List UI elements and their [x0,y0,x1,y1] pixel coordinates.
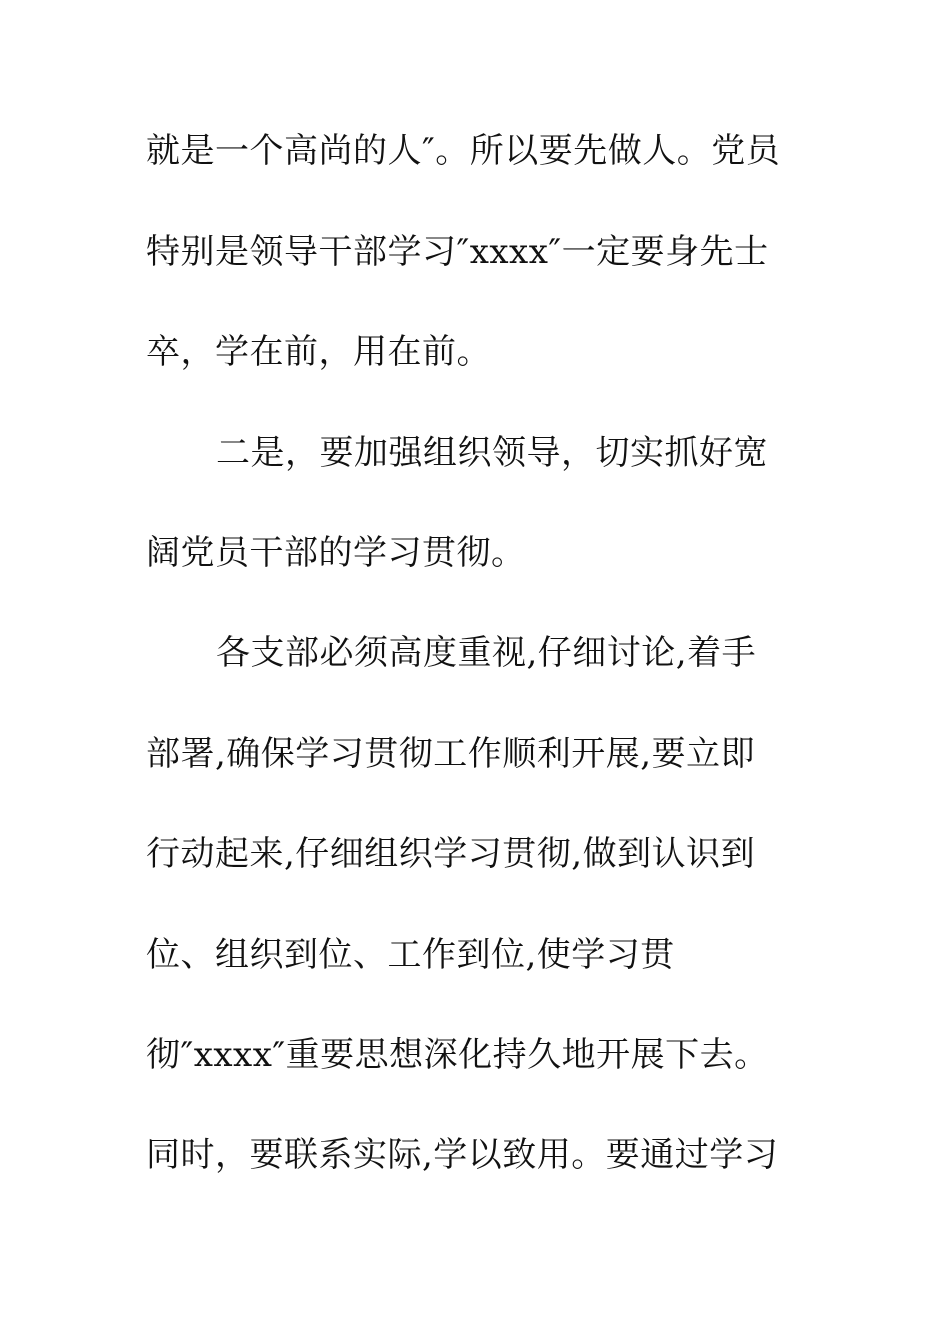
text-line: 就是一个高尚的人″。所以要先做人。党员 [146,131,781,171]
text-line: 同时，要联系实际,学以致用。要通过学习 [146,1135,779,1175]
paragraph-first-line: 各支部必须高度重视,仔细讨论,着手 [216,633,757,673]
text-line: 特别是领导干部学习″xxxx″一定要身先士 [146,232,769,272]
text-line: 卒，学在前，用在前。 [146,332,491,372]
paragraph-first-line: 二是，要加强组织领导，切实抓好宽 [216,433,768,473]
text-line: 位、组织到位、工作到位,使学习贯 [146,935,675,975]
text-line: 彻″xxxx″重要思想深化持久地开展下去。 [146,1035,769,1075]
text-line: 部署,确保学习贯彻工作顺利开展,要立即 [146,734,756,774]
text-line: 阔党员干部的学习贯彻。 [146,533,526,573]
text-line: 行动起来,仔细组织学习贯彻,做到认识到 [146,834,756,874]
